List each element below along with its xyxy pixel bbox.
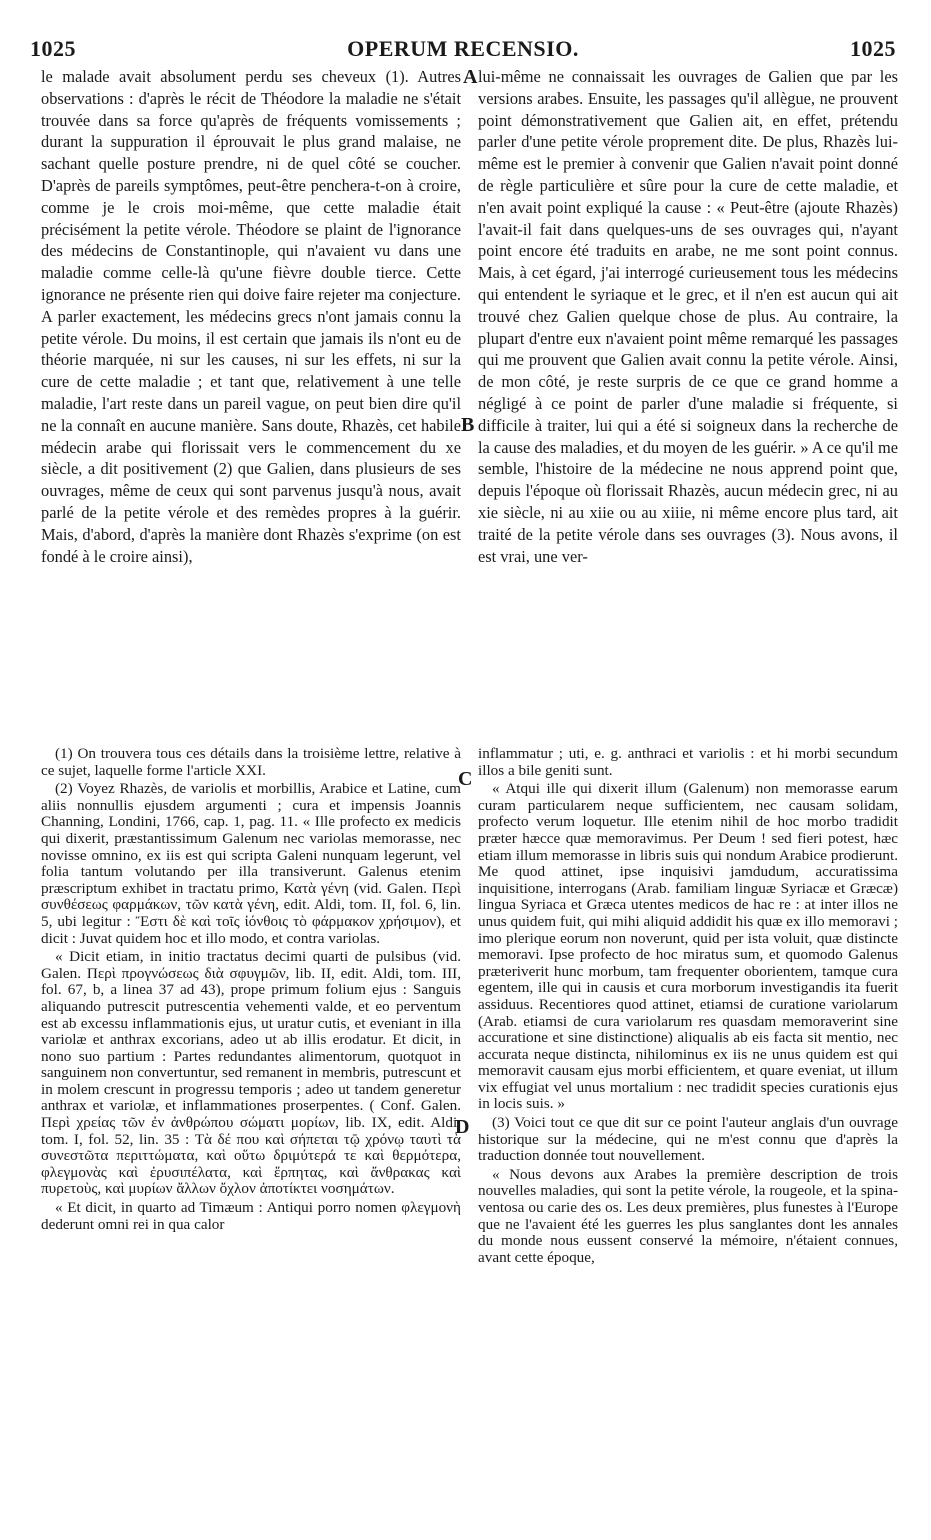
right-column-text: lui-même ne connaissait les ouvrages de Galien que par les versions arabes. Ensuite, les passages qu'il allègue, ne prouvent point démonstrativement que Galien ait, en effet, prétendu parler d'une petite vérole proprement dite. De plus, Rhazès lui-même est le premier à convenir que Galien n'avait point donné de règle particulière et sûre pour la cure de cette maladie, et n'en avait point expliqué la cause : « Peut-être (ajoute Rhazès) l'avait-il fait dans quelques-uns de ses ouvrages qui, n'ayant point encore été traduits en arabe, ne me sont point connus. Mais, à cet égard, j'ai interrogé curieusement tous les médecins qui entendent le syriaque et le grec, et il n'en est aucun qui ait trouvé chez Galien quelque chose de plus. Au contraire, la plupart d'entre eux n'avaient point même remarqué les passages qui me prouvent que Galien avait connu la petite vérole. Ainsi, de mon côté, je reste surpris de ce que ce grand homme a négligé à ce point de parler d'une maladie si fréquente, si difficile à traiter, lui qui a été si soigneux dans la recherche de la cause des maladies, et du moyen de les guérir. » A ce qu'il me semble, l'histoire de la médecine ne nous apprend point que, depuis l'époque où florissait Rhazès, aucun médecin grec, ni au xie siècle, ni au xiie ou au xiiie, ni même encore plus tard, ait traité de la petite vérole dans ses ouvrages (3). Nous avons, il est vrai, une ver- [478,67,898,566]
right-page-number: 1025 [850,36,896,61]
margin-letter-a: A [463,66,478,88]
footnote-continuation: inflammatur ; uti, e. g. anthraci et variolis : et hi morbi secundum illos a bile geniti sunt. [478,745,898,779]
footnote-2-continued: « Dicit etiam, in initio tractatus decimi quarti de pulsibus (vid. Galen. Περὶ προγνώσεως διὰ σφυγμῶν, lib. II, edit. Aldi, tom. III, fol. 67, b, a linea 37 ad 43), prope primum folium ejus : Sanguis aliquando putrescit putrescentia vehementi valde, et eo perventum est ab excessu inflammationis ejus, ut uratur cutis, et eveniant in illa variolæ et anthrax excorians, adeo ut ab illis erodatur. Et dicit, in nono suo partium : Partes redundantes alimentorum, quotquot in sanguinem non convertuntur, sed remanent in membris, putrescunt et in molem crescunt in progressu temporis ; adeo ut tandem generetur anthrax et variolæ, et inflammationes proserpentes. ( Conf. Galen. Περὶ χρείας τῶν ἐν ἀνθρώπου σώματι μορίων, lib. IX, edit. Aldi, tom. I, fol. 52, lin. 35 : Τὰ δέ που καὶ σήπεται τῷ χρόνῳ ταυτὶ τὰ συνεστῶτα περιττώματα, καὶ οὕτω δριμύτερά τε καὶ θερμότερα, φλεγμονὰς καὶ ἐρυσιπέλατα, καὶ ἕρπητας, καὶ ἄνθρακας καὶ πυρετοὺς, καὶ μυρίων ἄλλων ὄχλον ἀποτίκτει νοσημάτων. [41,948,461,1198]
footnote-3-quote: « Nous devons aux Arabes la première description de trois nouvelles maladies, qui sont la petite vérole, la rougeole, et la spina-ventosa ou carie des os. Les deux premières, plus funestes à l'Europe que ne l'avaient été les guerres les plus sanglantes dont les annales du monde nous eussent conservé la mémoire, n'étaient connues, avant cette époque, [478,1165,898,1266]
left-column-text: le malade avait absolument perdu ses cheveux (1). Autres observations : d'après le récit de Théodore la maladie ne s'était trouvée dans sa force qu'après de fréquents vomissements ; durant la suppuration il éprouvait le plus grand malaise, ne sachant quelle posture prendre, ni de quel côté se coucher. D'après de pareils symptômes, peut-être penchera-t-on à croire, comme je le crois moi-même, que cette maladie était précisément la petite vérole. Théodore se plaint de l'ignorance des médecins de Constantinople, qui n'avaient vu dans une maladie comme celle-là qu'une fièvre double tierce. Cette ignorance ne présente rien qui doive faire rejeter ma conjecture. A parler exactement, les médecins grecs n'ont jamais connu la petite vérole. Du moins, il est certain que jamais ils n'ont eu de théorie marquée, ni sur les causes, ni sur les effets, ni sur la cure de cette maladie ; et tant que, relativement à une telle maladie, l'art reste dans un pareil vague, on peut bien dire qu'il ne la connaît en aucune manière. Sans doute, Rhazès, cet habile médecin arabe qui florissait vers le commencement du xe siècle, a dit positivement (2) que Galien, dans plusieurs de ses ouvrages, même de ceux qui sont parvenus jusqu'à nous, avait parlé de la petite vérole et des remèdes propres à la guérir. Mais, d'abord, d'après la manière dont Rhazès s'exprime (on est fondé à le croire ainsi), [41,67,461,566]
left-footnotes [41,746,461,1536]
left-page-number: 1025 [30,36,76,61]
footnote-2: (2) Voyez Rhazès, de variolis et morbillis, Arabice et Latine, cum aliis nonnullis ejusdem argumenti ; cura et impensis Joannis Channing, Londini, 1766, cap. 1, pag. 11. « Ille profecto ex medicis qui dixerit, præstantissimum Galenum nec variolas memorasse, nec novisse omnino, ex iis est qui scripta Galeni nunquam legerunt, vel folia tantum volutando per illa transiverunt. Galenus etenim præscriptum exhibet in tractatu primo, Κατὰ γένη (vid. Galen. Περὶ συνθέσεως φαρμάκων, τῶν κατὰ γένη, edit. Aldi, tom. II, fol. 6, lin. 5, ubi legitur : Ἔστι δὲ καὶ τοῖς ἰόνθοις τὸ φάρμακον χρήσιμον), et dicit : Juvat quidem hoc et illo modo, et contra variolas. [41,780,461,947]
running-head [30,36,896,66]
running-title: OPERUM RECENSIO. [347,36,579,61]
footnote-3: (3) Voici tout ce que dit sur ce point l'auteur anglais d'un ouvrage historique sur la médecine, qui ne m'est connu que d'après la traduction donnée tout nouvellement. [478,1114,898,1165]
left-main-column [41,66,461,734]
margin-letter-c: C [458,768,473,790]
right-footnotes [478,746,898,1536]
margin-letter-b: B [461,414,475,436]
footnote-2-rhazes-quote: « Atqui ille qui dixerit illum (Galenum) non memorasse earum curam particularem neque sufficientem, nec causam solidam, profecto verum loquetur. Ille etenim nihil de hoc morbo tradidit præter hæcce quæ memoravimus. Per Deum ! sed fieri potest, hæc etiam illum memorasse in libris suis qui nondum Arabice prodierunt. Me quod attinet, ipse inquisivi jamdudum, accuratissima inquisitione, interrogans (Arab. familiam linguæ Syriacæ et Græcæ) lingua Syriaca et Græca utentes medicos de hac re : at inter illos ne unus quidem fuit, qui mihi aliquid addidit his quæ ex illo memoravi ; imo plerique eorum non noverunt, quid per ista voluit, quæ distincte memoravi. Ipse profecto de hoc miratus sum, et quomodo Galenus præteriverit hunc morbum, tam frequenter oborientem, tamque cura egentem, ille qui in causis et cura morborum investigandis ita fuerit assiduus. Recentiores quod attinet, etiamsi de curatione variolarum (Arab. etiamsi de cura variolarum res quasdam memoraverint sine accuratione et sine distinctione) aliqualis ab eis facta sit mentio, nec accurata neque distincta, nihilominus ex iis ne unus quidem est qui memoravit causam ejus morbi efficientem, et quare eveniat, ut illum vix effugiat vel unus mortalium : nec tradidit species curationis ejus in locis suis. » [478,780,898,1113]
margin-letter-d: D [455,1116,470,1138]
footnote-1: (1) On trouvera tous ces détails dans la troisième lettre, relative à ce sujet, laquelle forme l'article XXI. [41,745,461,779]
footnote-2-timaeus: « Et dicit, in quarto ad Timæum : Antiqui porro nomen φλεγμονὴ dederunt omni rei in qua calor [41,1199,461,1233]
right-main-column [478,66,898,734]
